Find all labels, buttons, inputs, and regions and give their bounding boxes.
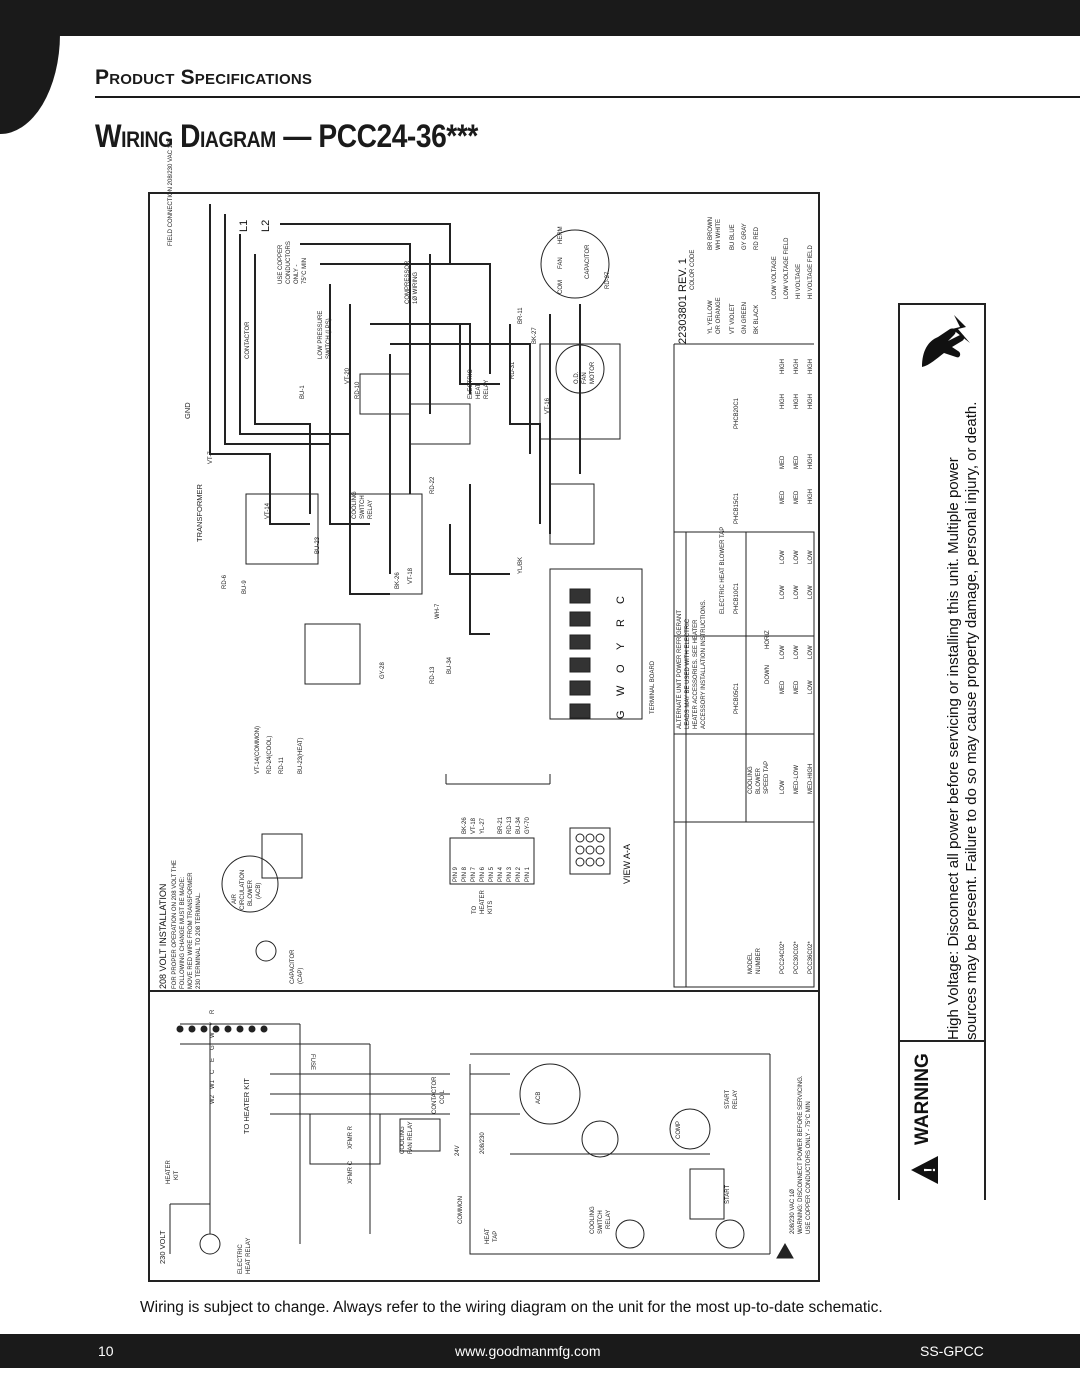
footer-url[interactable]: www.goodmanmfg.com: [455, 1343, 601, 1359]
ladder-to-heater-kit: TO HEATER KIT: [242, 1078, 251, 1134]
table-note-1: ALTERNATE UNIT POWER REFRIGERANT: [677, 609, 683, 729]
table-col-cooling-1: COOLING: [748, 766, 754, 794]
pin-wire-9: BK-26: [462, 817, 468, 834]
ladder-term-w2: W2: [210, 1095, 216, 1104]
ladder-heat-tap-2: TAP: [493, 1230, 499, 1242]
wire-wh-7: WH-7: [435, 603, 441, 619]
caption: Wiring is subject to change. Always refer to the wiring diagram on the unit for the most up-to-date schematic.: [140, 1299, 883, 1316]
pin-wire-3: BU-34: [516, 816, 522, 834]
table-orient-horiz: HORIZ: [765, 630, 771, 649]
view-a-a-label: VIEW A-A: [622, 843, 632, 884]
ladder-warning-1: 208/230 VAC 1Ø: [790, 1189, 796, 1234]
ladder-common: COMMON: [458, 1196, 464, 1224]
ladder-start: START: [725, 1184, 731, 1204]
blower-wire-heat: BU-23(HEAT): [298, 737, 304, 774]
transformer-label: TRANSFORMER: [195, 484, 204, 542]
use-copper-1: USE COPPER: [278, 244, 284, 284]
terminal-r: R: [615, 619, 627, 627]
wire-vt-7: VT-7: [208, 451, 214, 464]
header-bar: [0, 0, 1080, 36]
warning-line-1: High Voltage: Disconnect all power before servicing or installing this unit. Multiple power: [945, 457, 962, 1040]
table-row-3-v1: LOW: [808, 680, 814, 694]
table-kit-1: PHCB05C1: [734, 682, 740, 714]
table-row-1-model: PCC24C02*: [780, 941, 786, 974]
table-row-1-v8: HIGH: [780, 359, 786, 374]
wire-vt-16: VT-16: [545, 397, 551, 414]
pin-6: PIN 6: [480, 866, 486, 882]
wire-gy-28: GY-28: [380, 662, 386, 679]
wire-rd-6: RD-6: [222, 574, 228, 589]
table-electric-heat: ELECTRIC HEAT BLOWER TAP: [720, 526, 726, 614]
compressor-label-2: 1Ø WIRING: [413, 271, 419, 304]
table-row-2-v2: LOW: [794, 645, 800, 659]
capacitor-cap-2: (CAP): [298, 967, 304, 984]
table-note-3: HEATER ACCESSORIES. SEE HEATER: [693, 619, 699, 729]
wire-rd-27: RD-27: [605, 271, 611, 289]
table-row-2-v5: MED: [794, 490, 800, 504]
wire-bk-26: BK-26: [395, 572, 401, 589]
cooling-switch-relay-3: RELAY: [368, 499, 374, 519]
use-copper-4: 75°C MIN: [302, 257, 308, 284]
use-copper-2: CONDUCTORS: [286, 241, 292, 284]
ladder-heat-tap-1: HEAT: [485, 1228, 491, 1244]
terminal-board-label: TERMINAL BOARD: [650, 660, 656, 714]
table-kit-2: PHCB10C1: [734, 582, 740, 614]
wire-bu-9: BU-9: [242, 580, 248, 594]
terminal-c: C: [615, 596, 627, 604]
table-row-3-model: PCC36C02*: [808, 941, 814, 974]
table-note-2: LEADS MAY BE USED WITH ELECTRIC: [685, 618, 691, 729]
ladder-heater-kit-2: KIT: [174, 1170, 180, 1180]
terminal-w: W: [615, 685, 627, 696]
to-heater-kits-1: TO: [472, 905, 478, 914]
pin-4: PIN 4: [498, 866, 504, 882]
ladder-csr-1: COOLING: [590, 1206, 596, 1234]
table-row-1-v3: LOW: [780, 585, 786, 599]
color-br: BR BROWN: [708, 217, 714, 250]
install-208-line-4: 230 TERMINAL TO 208 TERMINAL.: [196, 892, 202, 989]
table-row-3-v3: LOW: [808, 585, 814, 599]
acb-label-1: AIR: [232, 893, 238, 904]
wire-bu-23: BU-23: [315, 536, 321, 554]
table-orient-down: DOWN: [765, 665, 771, 684]
table-row-3-v8: HIGH: [808, 359, 814, 374]
color-or: OR ORANGE: [716, 297, 722, 334]
table-row-2-v6: MED: [794, 455, 800, 469]
table-col-cooling-2: BLOWER: [756, 767, 762, 794]
com-fan-herm-com: COM: [558, 280, 564, 294]
warning-line-2: sources may be present. Failure to do so may cause property damage, personal injury, or death.: [963, 401, 980, 1040]
table-row-1-v2: LOW: [780, 645, 786, 659]
table-row-2-v4: LOW: [794, 550, 800, 564]
ladder-fuse: FUSE: [309, 1054, 315, 1071]
table-row-2-v8: HIGH: [794, 359, 800, 374]
pin-wire-8: VT-18: [471, 817, 477, 834]
wire-rd-10: RD-10: [355, 381, 361, 399]
warning-triangle-icon: [908, 1153, 942, 1187]
capacitor-cap-1: CAPACITOR: [290, 949, 296, 984]
table-row-3-cool: MED-HIGH: [808, 763, 814, 794]
ladder-term-g: G: [210, 1045, 216, 1050]
terminal-y: Y: [615, 642, 627, 650]
terminal-g: G: [615, 710, 627, 719]
legend-hi-voltage: HI VOLTAGE: [796, 263, 802, 299]
table-row-1-v7: HIGH: [780, 394, 786, 409]
to-heater-kits-2: HEATER: [480, 890, 486, 914]
ladder-csr-2: SWITCH: [598, 1210, 604, 1234]
warning-label: WARNING: [912, 1053, 933, 1145]
ladder-24v: 24V: [455, 1145, 461, 1156]
blower-wire-cool: RD-24(COOL): [267, 735, 273, 774]
wire-bu-34: BU-34: [447, 656, 453, 674]
ladder-heater-kit-1: HEATER: [166, 1160, 172, 1184]
wire-bu-1: BU-1: [300, 385, 306, 399]
ladder-acb: ACB: [536, 1091, 542, 1104]
color-bk: BK BLACK: [754, 304, 760, 334]
to-heater-kits-3: KITS: [488, 900, 494, 914]
fan-motor-1: O.D.: [574, 371, 580, 384]
cooling-switch-relay-2: SWITCH: [360, 495, 366, 519]
table-row-3-v4: LOW: [808, 550, 814, 564]
table-row-3-v6: HIGH: [808, 454, 814, 469]
acb-label-4: (ACB): [256, 882, 262, 899]
fan-motor-2: FAN: [582, 372, 588, 384]
table-row-2-v7: HIGH: [794, 394, 800, 409]
capacitor-label: CAPACITOR: [585, 244, 591, 279]
pin-wire-7: YL-27: [480, 817, 486, 834]
header-corner-decoration: [0, 34, 60, 134]
wire-yl-bk: YL/BK: [518, 556, 524, 574]
pin-wire-2: GY-70: [525, 817, 531, 834]
electric-shock-hand-icon: [914, 311, 974, 381]
table-row-1-v4: LOW: [780, 550, 786, 564]
table-row-2-v1: MED: [794, 680, 800, 694]
ladder-cfr-1: COOLING: [400, 1126, 406, 1154]
table-row-3-v5: HIGH: [808, 489, 814, 504]
electric-heat-relay-1: ELECTRIC: [468, 369, 474, 399]
pin-5: PIN 5: [489, 866, 495, 882]
table-row-2-v3: LOW: [794, 585, 800, 599]
ladder-208-230: 208/230: [480, 1132, 486, 1154]
pin-9: PIN 9: [453, 866, 459, 882]
pin-2: PIN 2: [516, 866, 522, 882]
table-kit-3: PHCB15C1: [734, 492, 740, 524]
page-number: 10: [98, 1343, 114, 1359]
electric-heat-relay-2: HEAT: [476, 383, 482, 399]
section-rule: [95, 96, 1080, 98]
color-yl: YL YELLOW: [708, 300, 714, 334]
table-row-2-cool: MED-LOW: [794, 765, 800, 794]
ladder-contactor-coil-2: COIL: [440, 1089, 446, 1104]
ladder-comp: COMP: [676, 1121, 682, 1139]
ladder-term-y: Y: [210, 1021, 216, 1026]
ladder-ehr-2: HEAT RELAY: [246, 1237, 252, 1274]
fan-motor-3: MOTOR: [590, 361, 596, 384]
table-row-1-v5: MED: [780, 490, 786, 504]
blower-wire-rd11: RD-11: [279, 757, 285, 774]
table-col-model-1: MODEL: [748, 952, 754, 974]
pin-wire-4: RD-13: [507, 816, 513, 834]
legend-low-voltage-field: LOW VOLTAGE FIELD: [784, 237, 790, 299]
ladder-230-volt: 230 VOLT: [158, 1230, 167, 1264]
ladder-cfr-2: FAN RELAY: [408, 1121, 414, 1154]
pin-3: PIN 3: [507, 866, 513, 882]
ladder-ehr-1: ELECTRIC: [238, 1244, 244, 1274]
legend-hi-voltage-field: HI VOLTAGE FIELD: [808, 245, 814, 299]
terminal-o: O: [615, 664, 627, 673]
document-code: SS-GPCC: [920, 1343, 984, 1359]
install-208-heading: 208 VOLT INSTALLATION: [158, 883, 168, 989]
color-gn: GN GREEN: [742, 301, 748, 334]
table-note-4: ACCESSORY INSTALLATION INSTRUCTIONS.: [701, 599, 707, 729]
com-fan-herm-herm: HERM: [558, 226, 564, 244]
l2-label: L2: [260, 219, 272, 232]
ladder-term-w: W: [210, 1032, 216, 1038]
table-row-1-cool: LOW: [780, 780, 786, 794]
color-bu: BU BLUE: [730, 224, 736, 250]
install-208-line-2: FOLLOWING CHANGE MUST BE MADE:: [180, 876, 186, 989]
ladder-term-r: R: [210, 1009, 216, 1014]
warning-box: [898, 303, 986, 1200]
pin-7: PIN 7: [471, 866, 477, 882]
ladder-xfmr-r: XFMR R: [348, 1126, 354, 1149]
install-208-line-3: MOVE RED WIRE FROM TRANSFORMER: [188, 872, 194, 989]
compressor-label-1: COMPRESSOR: [405, 260, 411, 304]
wire-rd-31: RD-31: [510, 361, 516, 379]
ladder-warning-3: USE COPPER CONDUCTORS ONLY - 75°C MIN: [806, 1101, 812, 1234]
lps-label-2: SWITCH (LPS): [326, 318, 332, 359]
lps-label-1: LOW PRESSURE: [318, 310, 324, 359]
ladder-csr-3: RELAY: [606, 1209, 612, 1229]
table-row-1-v1: MED: [780, 680, 786, 694]
table-row-2-model: PCC30C02*: [794, 941, 800, 974]
pin-wire-5: BR-21: [498, 816, 504, 834]
l1-label: L1: [238, 219, 250, 232]
wire-br-11: BR-11: [518, 307, 524, 324]
table-row-3-v7: HIGH: [808, 394, 814, 409]
footer-bar: [0, 1334, 1080, 1368]
blower-wire-common: VT-14(COMMON): [255, 726, 261, 774]
color-rd: RD RED: [754, 226, 760, 250]
use-copper-3: ONLY -: [294, 264, 300, 284]
svg-text:!: !: [922, 1167, 939, 1173]
ladder-term-e: E: [210, 1057, 216, 1062]
wiring-diagram: [148, 140, 820, 1282]
color-vt: VT VIOLET: [730, 303, 736, 334]
ladder-term-w1: W1: [210, 1080, 216, 1089]
wire-vt-20: VT-20: [345, 367, 351, 384]
color-gy: GY GRAY: [742, 223, 748, 250]
gnd-label-top: GND: [183, 402, 192, 419]
wire-rd-22: RD-22: [430, 476, 436, 494]
install-208-line-1: FOR PROPER OPERATION ON 208 VOLT THE: [172, 860, 178, 989]
table-col-model-2: NUMBER: [756, 947, 762, 974]
acb-label-2: CIRCULATION: [240, 869, 246, 910]
electric-heat-relay-3: RELAY: [484, 379, 490, 399]
table-col-cooling-3: SPEED TAP: [764, 760, 770, 794]
contactor-label: CONTACTOR: [245, 321, 251, 359]
com-fan-herm-fan: FAN: [558, 257, 564, 269]
pin-8: PIN 8: [462, 866, 468, 882]
doc-number: 22303801 REV. 1: [677, 258, 689, 344]
wire-vt-18: VT-18: [408, 567, 414, 584]
color-code-title: COLOR CODE: [690, 249, 696, 290]
color-wh: WH WHITE: [716, 219, 722, 250]
acb-label-3: BLOWER: [248, 879, 254, 906]
wire-bk-27: BK-27: [532, 327, 538, 344]
wire-rd-13: RD-13: [430, 666, 436, 684]
wire-vt-14: VT-14: [265, 502, 271, 519]
ladder-warning-2: WARNING: DISCONNECT POWER BEFORE SERVICING.: [798, 1075, 804, 1234]
table-kit-4: PHCB20C1: [734, 397, 740, 429]
pin-1: PIN 1: [525, 866, 531, 882]
ladder-start-relay-2: RELAY: [733, 1089, 739, 1109]
table-row-1-v6: MED: [780, 455, 786, 469]
ladder-contactor-coil-1: CONTACTOR: [432, 1076, 438, 1114]
ladder-xfmr-c: XFMR C: [348, 1161, 354, 1184]
field-connection-label: FIELD CONNECTION 208/230 VAC 1Ø: [168, 140, 174, 246]
ladder-start-relay-1: START: [725, 1089, 731, 1109]
page-title: Wiring Diagram — PCC24-36***: [95, 118, 478, 154]
ladder-term-c: C: [210, 1069, 216, 1074]
cooling-switch-relay-1: COOLING: [352, 491, 358, 519]
section-label: Product Specifications: [95, 66, 313, 89]
legend-low-voltage: LOW VOLTAGE: [772, 256, 778, 299]
table-row-3-v2: LOW: [808, 645, 814, 659]
